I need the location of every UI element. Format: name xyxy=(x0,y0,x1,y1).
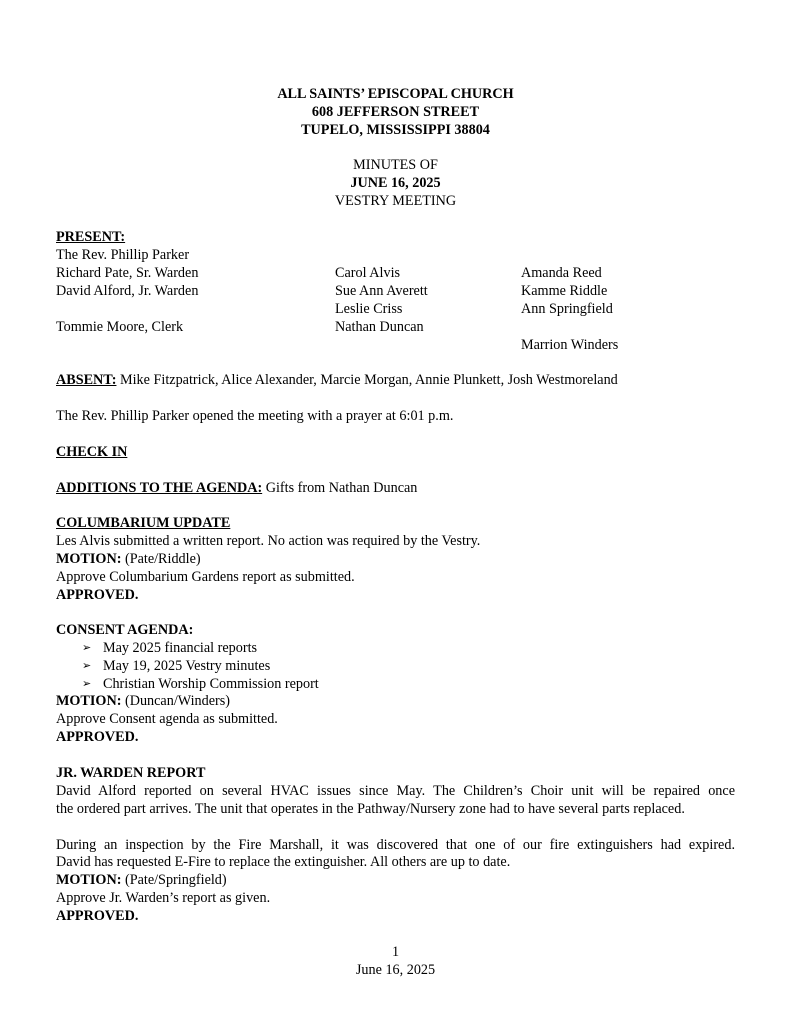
present-col2-item: Carol Alvis xyxy=(335,265,401,281)
additions-label: ADDITIONS TO THE AGENDA: xyxy=(56,480,263,496)
present-col1-item: Richard Pate, Sr. Warden xyxy=(56,265,199,281)
jr-warden-paragraph-line: the ordered part arrives. The unit that operates in the Pathway/Nursery zone had to have several parts replaced. xyxy=(56,801,685,817)
opening-prayer: The Rev. Phillip Parker opened the meeting with a prayer at 6:01 p.m. xyxy=(56,408,454,424)
absent-label: ABSENT: xyxy=(56,372,117,388)
absent-line xyxy=(56,371,618,389)
motion-label: MOTION: xyxy=(56,693,122,709)
jr-warden-approved: APPROVED. xyxy=(56,908,139,924)
jr-warden-paragraph-line: During an inspection by the Fire Marshall, it was discovered that one of our fire extinguishers had expired. xyxy=(56,837,735,853)
jr-warden-heading: JR. WARDEN REPORT xyxy=(56,765,206,781)
consent-item: May 19, 2025 Vestry minutes xyxy=(103,658,271,674)
present-col3-item: Amanda Reed xyxy=(521,265,602,281)
meeting-date: JUNE 16, 2025 xyxy=(350,175,441,191)
columbarium-approve-text: Approve Columbarium Gardens report as submitted. xyxy=(56,569,355,585)
minutes-of-label: MINUTES OF xyxy=(353,157,438,173)
check-in-heading: CHECK IN xyxy=(56,444,128,460)
meeting-type: VESTRY MEETING xyxy=(334,193,457,209)
motion-movers: (Duncan/Winders) xyxy=(121,693,230,709)
church-street: 608 JEFFERSON STREET xyxy=(311,104,480,120)
church-city: TUPELO, MISSISSIPPI 38804 xyxy=(301,122,490,138)
consent-approve-text: Approve Consent agenda as submitted. xyxy=(56,711,278,727)
present-col3-item: Ann Springfield xyxy=(521,301,613,317)
consent-item: Christian Worship Commission report xyxy=(103,676,319,692)
jr-warden-paragraph-line: David Alford reported on several HVAC issues since May. The Children’s Choir unit will be repaired once xyxy=(56,783,735,799)
present-rector: The Rev. Phillip Parker xyxy=(56,247,190,263)
additions-text: Gifts from Nathan Duncan xyxy=(262,480,418,496)
present-heading: PRESENT: xyxy=(56,229,126,245)
present-col2-item: Sue Ann Averett xyxy=(335,283,428,299)
consent-heading: CONSENT AGENDA: xyxy=(56,622,194,638)
consent-item: May 2025 financial reports xyxy=(103,640,258,656)
present-col3-item: Marrion Winders xyxy=(521,337,619,353)
additions-line xyxy=(56,479,417,497)
present-col1-item: David Alford, Jr. Warden xyxy=(56,283,199,299)
consent-approved: APPROVED. xyxy=(56,729,139,745)
columbarium-heading: COLUMBARIUM UPDATE xyxy=(56,515,231,531)
footer-date: June 16, 2025 xyxy=(355,962,436,978)
jr-warden-paragraph-line: David has requested E-Fire to replace the extinguisher. All others are up to date. xyxy=(56,854,511,870)
arrow-bullet-icon: ➢ xyxy=(82,641,92,654)
present-col1-item: Tommie Moore, Clerk xyxy=(56,319,184,335)
motion-movers: (Pate/Riddle) xyxy=(121,551,201,567)
motion-movers: (Pate/Springfield) xyxy=(121,872,227,888)
columbarium-text: Les Alvis submitted a written report. No action was required by the Vestry. xyxy=(56,533,481,549)
jr-warden-approve-text: Approve Jr. Warden’s report as given. xyxy=(56,890,271,906)
motion-label: MOTION: xyxy=(56,551,122,567)
church-name: ALL SAINTS’ EPISCOPAL CHURCH xyxy=(277,86,514,102)
arrow-bullet-icon: ➢ xyxy=(82,677,92,690)
absent-names: Mike Fitzpatrick, Alice Alexander, Marcie Morgan, Annie Plunkett, Josh Westmoreland xyxy=(116,372,618,388)
consent-motion xyxy=(56,692,230,710)
present-col2-item: Nathan Duncan xyxy=(335,319,424,335)
motion-label: MOTION: xyxy=(56,872,122,888)
jr-warden-motion xyxy=(56,871,227,889)
columbarium-motion xyxy=(56,550,201,568)
page-number: 1 xyxy=(391,944,400,960)
columbarium-approved: APPROVED. xyxy=(56,587,139,603)
present-col2-item: Leslie Criss xyxy=(335,301,403,317)
present-col3-item: Kamme Riddle xyxy=(521,283,608,299)
arrow-bullet-icon: ➢ xyxy=(82,659,92,672)
